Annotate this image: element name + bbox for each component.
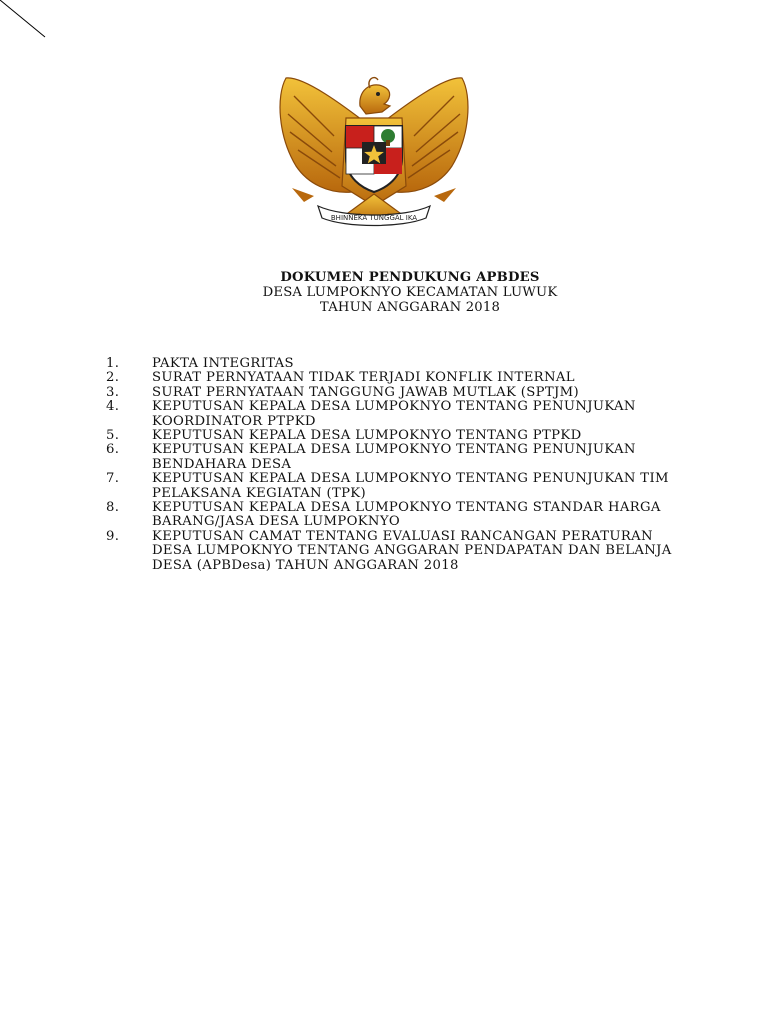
list-item-number: 8.: [106, 500, 120, 516]
document-subtitle: DESA LUMPOKNYO KECAMATAN LUWUK: [262, 285, 558, 300]
list-item: [106, 371, 706, 385]
list-item: [106, 472, 706, 501]
list-item-number: 9.: [106, 528, 120, 544]
list-item-text: SURAT PERNYATAAN TIDAK TERJADI KONFLIK INTERNAL: [152, 370, 575, 386]
list-item-number: 4.: [106, 399, 120, 415]
document-list: [106, 357, 706, 573]
list-item-number: 1.: [106, 356, 120, 371]
document-title: DOKUMEN PENDUKUNG APBDES: [280, 270, 540, 285]
list-item-text: KEPUTUSAN KEPALA DESA LUMPOKNYO TENTANG PTPKD: [152, 428, 582, 444]
list-item-text: KEPUTUSAN KEPALA DESA LUMPOKNYO TENTANG PENUNJUKAN TIM PELAKSANA KEGIATAN (TPK): [152, 471, 669, 501]
document-title-block: [0, 270, 768, 315]
list-item-number: 3.: [106, 384, 120, 400]
emblem-motto-text: BHINNEKA TUNGGAL IKA: [330, 214, 418, 222]
list-item-text: KEPUTUSAN CAMAT TENTANG EVALUASI RANCANGAN PERATURAN DESA LUMPOKNYO TENTANG ANGGARAN PENDAPATAN DAN BELANJA DESA (APBDesa) TAHUN ANGGARAN 2018: [152, 528, 672, 573]
list-item-number: 6.: [106, 442, 120, 458]
list-item: [106, 530, 706, 573]
list-item: [106, 357, 706, 371]
list-item-text: KEPUTUSAN KEPALA DESA LUMPOKNYO TENTANG STANDAR HARGA BARANG/JASA DESA LUMPOKNYO: [152, 500, 661, 530]
list-item-text: SURAT PERNYATAAN TANGGUNG JAWAB MUTLAK (SPTJM): [152, 384, 579, 400]
list-item-number: 2.: [106, 370, 120, 386]
list-item: [106, 386, 706, 400]
list-item-number: 7.: [106, 471, 120, 487]
list-item: [106, 501, 706, 530]
list-item-number: 5.: [106, 428, 120, 444]
list-item: [106, 400, 706, 429]
list-item-text: KEPUTUSAN KEPALA DESA LUMPOKNYO TENTANG PENUNJUKAN KOORDINATOR PTPKD: [152, 399, 636, 429]
list-item: [106, 429, 706, 443]
list-item: [106, 443, 706, 472]
list-item-text: KEPUTUSAN KEPALA DESA LUMPOKNYO TENTANG PENUNJUKAN BENDAHARA DESA: [152, 442, 636, 472]
document-year-line: TAHUN ANGGARAN 2018: [319, 300, 501, 315]
list-item-text: PAKTA INTEGRITAS: [152, 356, 294, 371]
corner-line-decoration: [0, 0, 60, 50]
garuda-pancasila-emblem-icon: [274, 66, 474, 238]
